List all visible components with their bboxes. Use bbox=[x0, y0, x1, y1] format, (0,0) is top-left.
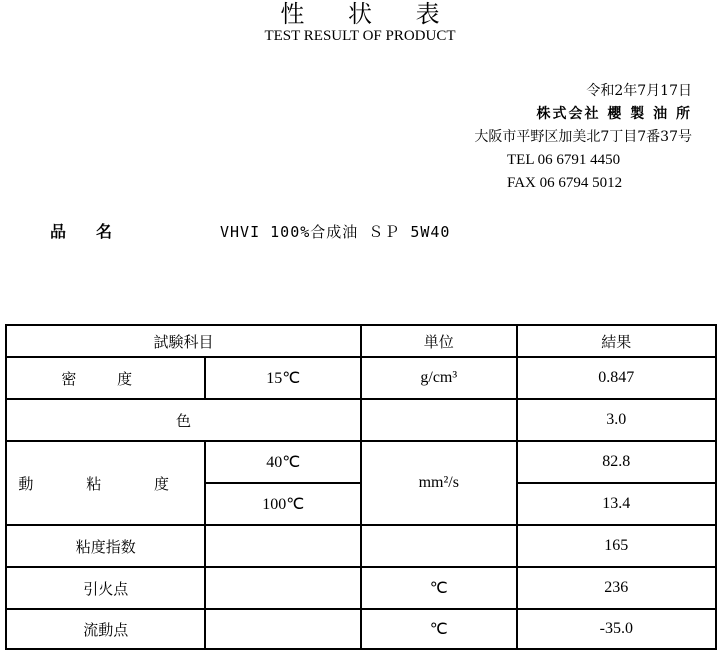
unit-cell bbox=[361, 525, 517, 567]
document-subtitle: TEST RESULT OF PRODUCT bbox=[264, 28, 456, 44]
unit-cell: ℃ bbox=[361, 567, 517, 609]
result-cell: 82.8 bbox=[517, 441, 716, 483]
unit-cell: g/cm³ bbox=[361, 357, 517, 399]
issuer-block bbox=[474, 80, 692, 195]
condition-cell bbox=[205, 609, 361, 649]
result-cell: 13.4 bbox=[517, 483, 716, 525]
table-row bbox=[6, 567, 716, 609]
condition-cell: 100℃ bbox=[205, 483, 361, 525]
result-cell: 165 bbox=[517, 525, 716, 567]
product-name: VHVI 100%合成油 ＳＰ 5W40 bbox=[220, 223, 451, 241]
result-cell: -35.0 bbox=[517, 609, 716, 649]
item-cell: 粘度指数 bbox=[6, 525, 205, 567]
condition-cell bbox=[205, 567, 361, 609]
header-test-item: 試験科目 bbox=[6, 325, 361, 357]
document-title: 性 状 表 bbox=[280, 0, 458, 28]
header-unit: 単位 bbox=[361, 325, 517, 357]
product-label: 品名 bbox=[50, 222, 143, 241]
company-tel: TEL 06 6791 4450 bbox=[507, 152, 621, 168]
item-cell: 動 粘 度 bbox=[6, 441, 205, 525]
item-cell: 色 bbox=[6, 399, 361, 441]
company-fax: FAX 06 6794 5012 bbox=[507, 175, 623, 191]
item-cell: 流動点 bbox=[6, 609, 205, 649]
result-cell: 3.0 bbox=[517, 399, 716, 441]
table-row bbox=[6, 441, 716, 483]
item-cell: 引火点 bbox=[6, 567, 205, 609]
table-header-row bbox=[6, 325, 716, 357]
condition-cell: 40℃ bbox=[205, 441, 361, 483]
header-result: 結果 bbox=[517, 325, 716, 357]
table-row bbox=[6, 399, 716, 441]
table-row bbox=[6, 525, 716, 567]
unit-cell: ℃ bbox=[361, 609, 517, 649]
table-row bbox=[6, 609, 716, 649]
unit-cell bbox=[361, 399, 517, 441]
product-line bbox=[50, 220, 450, 244]
result-cell: 236 bbox=[517, 567, 716, 609]
item-cell: 密 度 bbox=[6, 357, 205, 399]
condition-cell bbox=[205, 525, 361, 567]
company-address: 大阪市平野区加美北7丁目7番37号 bbox=[474, 129, 692, 145]
company-name: 株式会社 櫻 製 油 所 bbox=[536, 106, 692, 122]
table-row bbox=[6, 357, 716, 399]
issue-date: 令和2年7月17日 bbox=[586, 83, 692, 99]
result-cell: 0.847 bbox=[517, 357, 716, 399]
results-table bbox=[5, 324, 717, 650]
unit-cell: mm²/s bbox=[361, 441, 517, 525]
condition-cell: 15℃ bbox=[205, 357, 361, 399]
